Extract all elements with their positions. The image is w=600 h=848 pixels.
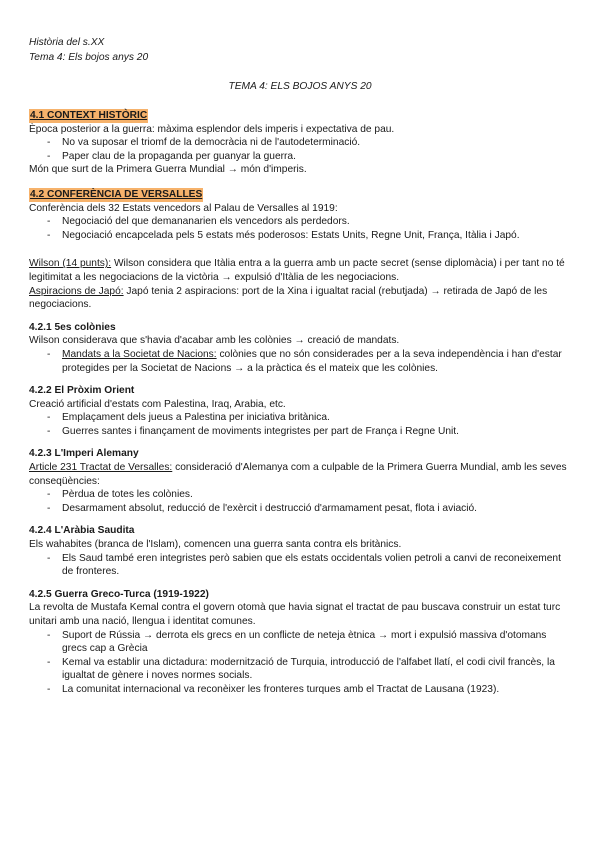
mandats-label: Mandats a la Societat de Nacions:: [62, 348, 217, 360]
article-label: Article 231 Tractat de Versalles:: [29, 462, 173, 474]
list-item: - Desarmament absolut, reducció de l'exèrcit i destrucció d'armamament pesat, flota i aviació.: [29, 502, 574, 516]
bullet-list: [29, 348, 574, 375]
list-item: - Guerres santes i finançament de moviments integristes per part de França i Regne Unit.: [29, 425, 574, 439]
document-body: [29, 109, 574, 697]
section-4-2-1: [29, 321, 574, 375]
section-4-2-3: [29, 447, 574, 515]
paragraph: Conferència dels 32 Estats vencedors al Palau de Versalles al 1919:: [29, 202, 338, 214]
paragraph: La revolta de Mustafa Kemal contra el govern otomà que havia signat el tractat de pau buscava construir un estat turc unitari amb una nació, llengua i identitat comunes.: [29, 602, 561, 627]
subsection-heading: 4.2.5 Guerra Greco-Turca (1919-1922): [29, 588, 209, 600]
bullet-list: [29, 488, 574, 515]
section-heading: 4.1 CONTEXT HISTÒRIC: [30, 110, 148, 121]
article-text: consideració d'Alemanya com a culpable de la Primera Guerra Mundial, amb les seves conseqüències:: [29, 462, 567, 487]
document-title: TEMA 4: ELS BOJOS ANYS 20: [228, 81, 372, 92]
list-item: - Pèrdua de totes les colònies.: [29, 488, 574, 502]
list-item: - Negociació del que demananarien els vencedors als perdedors.: [29, 215, 574, 229]
wilson-label: Wilson (14 punts):: [29, 258, 112, 270]
wilson-paragraph: [29, 257, 574, 284]
section-heading: 4.2 CONFERÈNCIA DE VERSALLES: [30, 188, 203, 200]
topic-name: Tema 4: Els bojos anys 20: [29, 52, 149, 63]
paragraph: Món que surt de la Primera Guerra Mundial → món d'imperis.: [29, 164, 307, 176]
list-item: - Paper clau de la propaganda per guanyar la guerra.: [29, 150, 574, 164]
bullet-list: [29, 215, 574, 242]
list-item: - Negociació encapcelada pels 5 estats més poderosos: Estats Units, Regne Unit, França, Itàlia i Japó.: [29, 229, 574, 243]
list-item: - Els Saud també eren integristes però sabien que els estats occidentals volien petroli a canvi de reconeixement de fronteres.: [29, 552, 574, 579]
mandats-text: colònies que no són considerades per a la seva independència i han d'estar protegides per la Societat de Nacions → a la pràctica és el mateix que les colònies.: [62, 348, 562, 374]
list-item: - No va suposar el triomf de la democràcia ni de l'autodeterminació.: [29, 136, 574, 150]
subsection-heading: 4.2.2 El Pròxim Orient: [29, 385, 135, 397]
article-paragraph: [29, 461, 574, 488]
course-name: Història del s.XX: [29, 37, 105, 48]
subsection-heading: 4.2.4 L'Aràbia Saudita: [29, 525, 135, 537]
subsection-heading: 4.2.3 L'Imperi Alemany: [29, 448, 139, 460]
list-item: [29, 348, 574, 375]
section-4-2-2: [29, 384, 574, 438]
bullet-list: [29, 629, 574, 697]
list-item: - Suport de Rússia → derrota els grecs en un conflicte de neteja ètnica → mort i expulsió massiva d'otomans grecs cap a Grècia: [29, 629, 574, 656]
list-item: - Emplaçament dels jueus a Palestina per iniciativa britànica.: [29, 411, 574, 425]
list-item: - Kemal va establir una dictadura: modernització de Turquia, introducció de l'alfabet llatí, el codi civil francès, la igualtat de gènere i noves normes socials.: [29, 656, 574, 683]
list-item: - La comunitat internacional va reconèixer les fronteres turques amb el Tractat de Lausana (1923).: [29, 683, 574, 697]
section-4-2-5: [29, 588, 574, 697]
paragraph: Wilson considerava que s'havia d'acabar amb les colònies → creació de mandats.: [29, 335, 400, 347]
bullet-list: [29, 136, 574, 163]
document-header: [29, 35, 148, 65]
section-4-2-4: [29, 524, 574, 578]
paragraph: Època posterior a la guerra: màxima esplendor dels imperis i expectativa de pau.: [29, 123, 395, 135]
bullet-list: [29, 552, 574, 579]
japo-label: Aspiracions de Japó:: [29, 285, 124, 297]
paragraph: Creació artificial d'estats com Palestina, Iraq, Arabia, etc.: [29, 398, 286, 410]
paragraph: Els wahabites (branca de l'Islam), comencen una guerra santa contra els britànics.: [29, 539, 402, 551]
japo-paragraph: [29, 285, 574, 312]
wilson-text: Wilson considera que Itàlia entra a la guerra amb un pacte secret (sense diplomàcia) i per tant no té legitimitat a les negociacions de la victòria → expulsió d'Itàlia de les negociacions.: [29, 258, 565, 283]
bullet-list: [29, 411, 574, 438]
section-4-2: [29, 188, 574, 312]
japo-text: Japó tenia 2 aspiracions: port de la Xina i igualtat racial (rebutjada) → retirada de Japó de les negociacions.: [29, 285, 548, 311]
section-4-1: [29, 109, 574, 177]
subsection-heading: 4.2.1 5es colònies: [29, 321, 116, 333]
